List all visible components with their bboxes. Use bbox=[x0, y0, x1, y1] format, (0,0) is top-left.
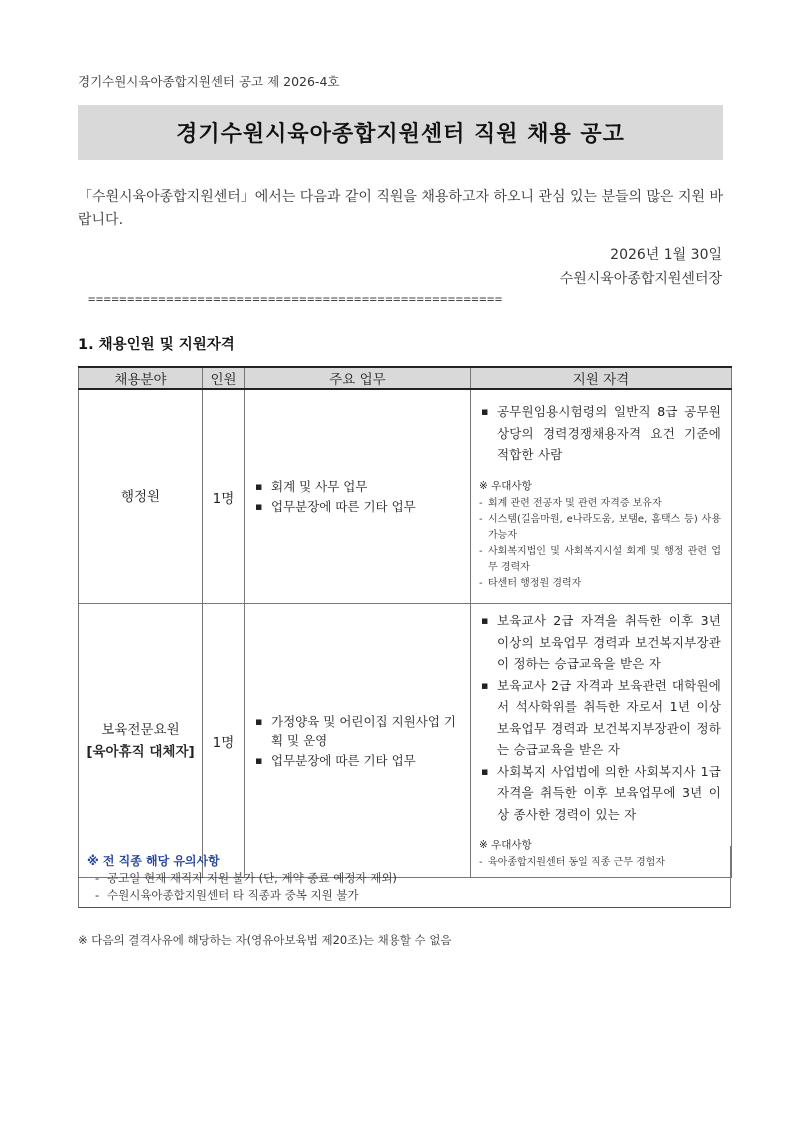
notice-number: 경기수원시육아종합지원센터 공고 제 2026-4호 bbox=[78, 74, 340, 89]
duties-cell bbox=[245, 604, 471, 878]
field-cell bbox=[79, 389, 203, 604]
duty-item: ▪ 회계 및 사무 업무 bbox=[255, 477, 460, 496]
caution-box bbox=[78, 846, 731, 908]
intro-paragraph: 「수원시육아종합지원센터」에서는 다음과 같이 직원을 채용하고자 하오니 관심 있는 분들의 많은 지원 바랍니다. bbox=[78, 189, 723, 228]
caution-list bbox=[95, 870, 397, 903]
caution-item: - 수원시육아종합지원센터 타 직종과 중복 지원 불가 bbox=[95, 887, 397, 904]
preference-item: - 시스템(길음마원, e나라도움, 보탬e, 홈택스 등) 사용 가능자 bbox=[479, 512, 721, 544]
qualification-cell bbox=[471, 604, 732, 878]
notice-date: 2026년 1월 30일 bbox=[610, 247, 722, 263]
field-subtitle: [육아휴직 대체자] bbox=[86, 743, 195, 760]
qualification-list bbox=[479, 401, 721, 466]
table-header-row bbox=[79, 367, 732, 389]
preference-item: - 타센터 행정원 경력자 bbox=[479, 576, 721, 592]
qualification-list bbox=[479, 610, 721, 825]
caution-title: ※ 전 직종 해당 유의사항 bbox=[87, 854, 220, 868]
recruitment-table bbox=[78, 366, 732, 878]
page-title: 경기수원시육아종합지원센터 직원 채용 공고 bbox=[176, 122, 625, 147]
duty-item: ▪ 가정양육 및 어린이집 지원사업 기획 및 운영 bbox=[255, 712, 460, 750]
preference-title: ※ 우대사항 bbox=[479, 839, 532, 851]
duties-cell bbox=[245, 389, 471, 604]
column-header: 인원 bbox=[203, 367, 245, 389]
headcount-cell: 1명 bbox=[203, 604, 245, 878]
field-name: 행정원 bbox=[120, 488, 161, 505]
duty-item: ▪ 업무분장에 따른 기타 업무 bbox=[255, 751, 460, 770]
duties-list bbox=[255, 477, 460, 516]
preference-item: - 사회복지법인 및 사회복지시설 회계 및 행정 관련 업무 경력자 bbox=[479, 544, 721, 576]
qualification-item: ▪ 공무원임용시험령의 일반직 8급 공무원 상당의 경력경쟁채용자격 요건 기준에 적합한 사람 bbox=[479, 401, 721, 466]
issuer-name: 수원시육아종합지원센터장 bbox=[559, 271, 722, 287]
qualification-item: ▪ 보육교사 2급 자격과 보육관련 대학원에서 석사학위를 취득한 자로서 1년 이상 보육업무 경력과 보건복지부장관이 정하는 승급교육을 받은 자 bbox=[479, 675, 721, 761]
title-banner bbox=[78, 105, 723, 160]
field-name: 보육전문요원 bbox=[101, 721, 180, 738]
qualification-cell bbox=[471, 389, 732, 604]
duty-item: ▪ 업무분장에 따른 기타 업무 bbox=[255, 497, 460, 516]
duties-list bbox=[255, 712, 460, 770]
qualification-item: ▪ 사회복지 사업법에 의한 사회복지사 1급 자격을 취득한 이후 보육업무에 3년 이상 종사한 경력이 있는 자 bbox=[479, 761, 721, 826]
field-cell bbox=[79, 604, 203, 878]
qualification-item: ▪ 보육교사 2급 자격을 취득한 이후 3년 이상의 보육업무 경력과 보건복지부장관이 정하는 승급교육을 받은 자 bbox=[479, 610, 721, 675]
column-header: 채용분야 bbox=[79, 367, 203, 389]
column-header: 주요 업무 bbox=[245, 367, 471, 389]
headcount-cell: 1명 bbox=[203, 389, 245, 604]
section-heading: 1. 채용인원 및 지원자격 bbox=[78, 337, 235, 353]
table-row bbox=[79, 389, 732, 604]
disqualification-footnote: ※ 다음의 결격사유에 해당하는 자(영유아보육법 제20조)는 채용할 수 없음 bbox=[78, 933, 452, 947]
divider-line: ===================================================== bbox=[88, 292, 503, 306]
column-header: 지원 자격 bbox=[471, 367, 732, 389]
caution-item: - 공고일 현재 재직자 지원 불가 (단, 계약 종료 예정자 제외) bbox=[95, 870, 397, 887]
table-row bbox=[79, 604, 732, 878]
preference-item: - 육아종합지원센터 동일 직종 근무 경험자 bbox=[479, 855, 721, 871]
preference-list bbox=[479, 496, 721, 592]
preference-title: ※ 우대사항 bbox=[479, 479, 532, 492]
preference-item: - 회계 관련 전공자 및 관련 자격증 보유자 bbox=[479, 496, 721, 512]
